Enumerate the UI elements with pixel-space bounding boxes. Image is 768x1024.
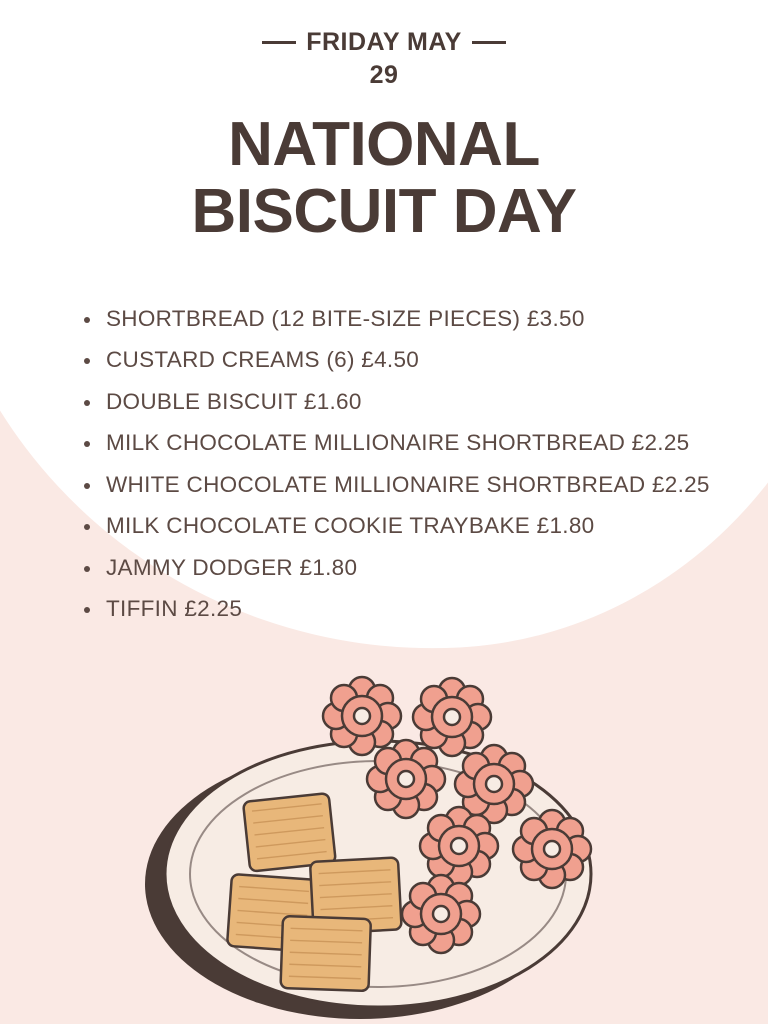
date-header-line (0, 28, 768, 57)
plate-of-biscuits-illustration (0, 624, 768, 1024)
list-item: TIFFIN £2.25 (84, 598, 728, 621)
list-item: MILK CHOCOLATE COOKIE TRAYBAKE £1.80 (84, 515, 728, 538)
dash-left-decoration (262, 41, 296, 44)
page-title-line-2: BISCUIT DAY (191, 176, 577, 246)
flower-cookie (402, 875, 480, 953)
flower-cookie (420, 807, 498, 885)
square-biscuit (280, 916, 370, 991)
list-item: DOUBLE BISCUIT £1.60 (84, 391, 728, 414)
square-biscuit (243, 793, 336, 872)
flower-cookie (323, 677, 401, 755)
list-item: MILK CHOCOLATE MILLIONAIRE SHORTBREAD £2.25 (84, 432, 728, 455)
list-item: CUSTARD CREAMS (6) £4.50 (84, 349, 728, 372)
list-item: WHITE CHOCOLATE MILLIONAIRE SHORTBREAD £2.25 (84, 474, 728, 497)
page-title (0, 112, 768, 246)
list-item: JAMMY DODGER £1.80 (84, 557, 728, 580)
page-title-line-1: NATIONAL (228, 110, 540, 179)
date-day-text: 29 (369, 61, 399, 89)
dash-right-decoration (472, 41, 506, 44)
list-item: SHORTBREAD (12 BITE-SIZE PIECES) £3.50 (84, 308, 728, 331)
flower-cookie (367, 740, 445, 818)
flower-cookie (413, 678, 491, 756)
menu-list (0, 305, 768, 622)
flower-cookie (513, 810, 591, 888)
date-header (0, 0, 768, 90)
date-prefix-text: FRIDAY MAY (306, 28, 462, 56)
